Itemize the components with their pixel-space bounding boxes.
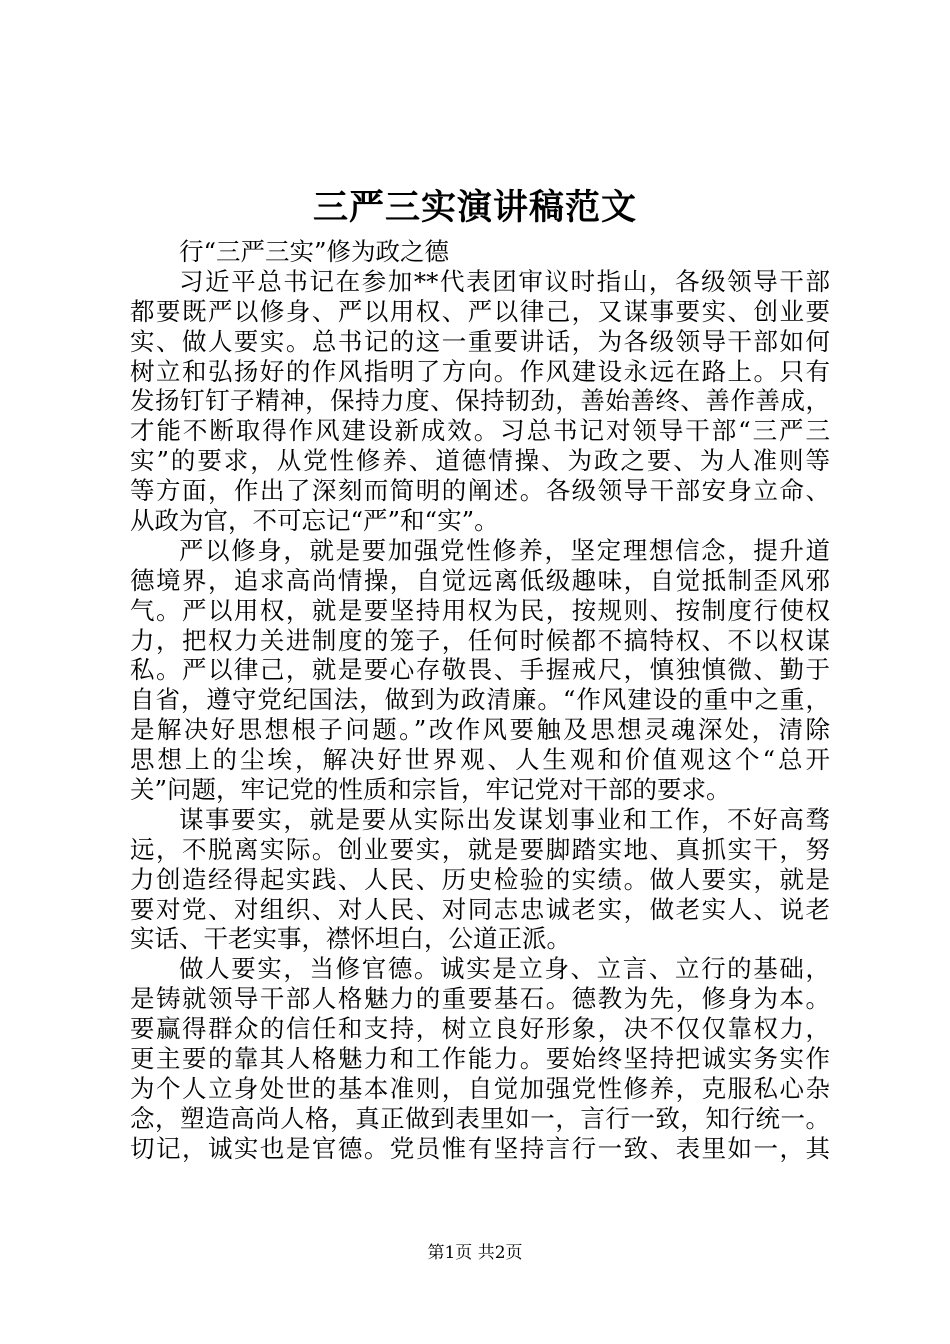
- text-line: 力，把权力关进制度的笼子，任何时候都不搞特权、不以权谋: [130, 625, 830, 655]
- text-line: 发扬钉钉子精神，保持力度、保持韧劲，善始善终、善作善成，: [130, 386, 830, 416]
- paragraph-4: [130, 954, 830, 1163]
- text-line: 做人要实，当修官德。诚实是立身、立言、立行的基础，: [179, 954, 830, 984]
- text-line: 德境界，追求高尚情操，自觉远离低级趣味，自觉抵制歪风邪: [130, 565, 830, 595]
- text-line: 思想上的尘埃，解决好世界观、人生观和价值观这个“总开: [130, 745, 830, 775]
- text-line: 私。严以律己，就是要心存敬畏、手握戒尺，慎独慎微、勤于: [130, 655, 830, 685]
- text-line: 更主要的靠其人格魅力和工作能力。要始终坚持把诚实务实作: [130, 1044, 830, 1074]
- text-line: 是解决好思想根子问题。”改作风要触及思想灵魂深处，清除: [130, 715, 830, 745]
- paragraph-3: [130, 805, 830, 954]
- text-line: 念，塑造高尚人格，真正做到表里如一，言行一致，知行统一。: [130, 1103, 830, 1133]
- text-line: 严以修身，就是要加强党性修养，坚定理想信念，提升道: [179, 535, 830, 565]
- paragraph-2: [130, 536, 830, 805]
- text-line: 是铸就领导干部人格魅力的重要基石。德教为先，修身为本。: [130, 984, 830, 1014]
- text-line: 从政为官，不可忘记“严”和“实”。: [130, 506, 499, 536]
- text-line: 习近平总书记在参加**代表团审议时指山，各级领导干部: [179, 266, 830, 296]
- text-line: 为个人立身处世的基本准则，自觉加强党性修养，克服私心杂: [130, 1073, 830, 1103]
- text-line: 等方面，作出了深刻而简明的阐述。各级领导干部安身立命、: [130, 476, 830, 506]
- text-line: 实”的要求，从党性修养、道德情操、为政之要、为人准则等: [130, 446, 830, 476]
- subtitle: 行“三严三实”修为政之德: [179, 237, 450, 266]
- text-line: 树立和弘扬好的作风指明了方向。作风建设永远在路上。只有: [130, 356, 830, 386]
- document-body: [130, 237, 830, 1164]
- text-line: 切记，诚实也是官德。党员惟有坚持言行一致、表里如一，其: [130, 1133, 830, 1163]
- text-line: 谋事要实，就是要从实际出发谋划事业和工作，不好高骛: [179, 804, 830, 834]
- text-line: 力创造经得起实践、人民、历史检验的实绩。做人要实，就是: [130, 864, 830, 894]
- document-title: 三严三实演讲稿范文: [312, 187, 637, 228]
- text-line: 实、做人要实。总书记的这一重要讲话，为各级领导干部如何: [130, 326, 830, 356]
- text-line: 要对党、对组织、对人民、对同志忠诚老实，做老实人、说老: [130, 894, 830, 924]
- text-line: 关”问题，牢记党的性质和宗旨，牢记党对干部的要求。: [130, 775, 731, 805]
- text-line: 远，不脱离实际。创业要实，就是要脚踏实地、真抓实干，努: [130, 834, 830, 864]
- text-line: 自省，遵守党纪国法，做到为政清廉。“作风建设的重中之重，: [130, 685, 830, 715]
- text-line: 气。严以用权，就是要坚持用权为民，按规则、按制度行使权: [130, 595, 830, 625]
- text-line: 实话、干老实事，襟怀坦白，公道正派。: [130, 924, 571, 954]
- text-line: 才能不断取得作风建设新成效。习总书记对领导干部“三严三: [130, 416, 830, 446]
- page-footer: 第1页 共2页: [427, 1243, 523, 1263]
- paragraph-1: [130, 267, 830, 536]
- text-line: 要赢得群众的信任和支持，树立良好形象，决不仅仅靠权力，: [130, 1014, 830, 1044]
- text-line: 都要既严以修身、严以用权、严以律己，又谋事要实、创业要: [130, 296, 830, 326]
